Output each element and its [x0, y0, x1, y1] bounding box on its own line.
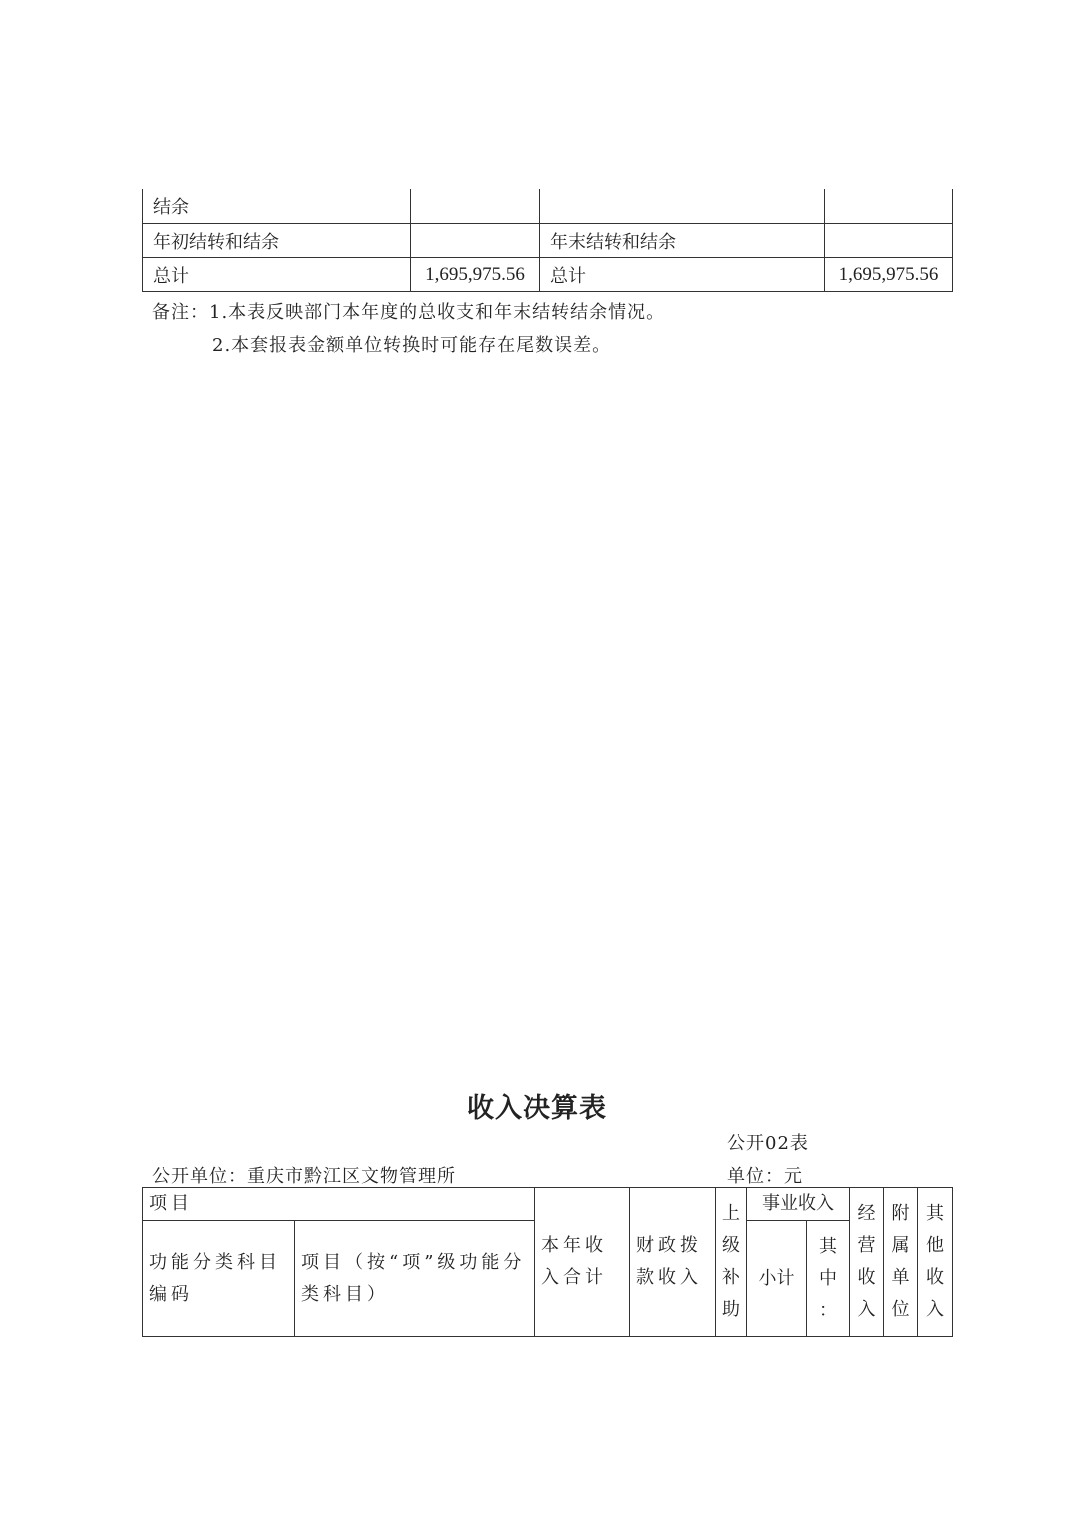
header-other: 其 他 收 入: [918, 1188, 953, 1337]
row-value: [825, 224, 953, 258]
row-value: 1,695,975.56: [411, 258, 540, 292]
header-operating: 经 营 收 入: [850, 1188, 884, 1337]
header-subtotal: 小计: [747, 1221, 807, 1337]
unit-label: 单位：元: [727, 1166, 803, 1187]
row-label: [540, 189, 825, 224]
row-value: 1,695,975.56: [825, 258, 953, 292]
table-row: [143, 224, 953, 258]
row-label: 年末结转和结余: [540, 224, 825, 258]
note-line-2: 2.本套报表金额单位转换时可能存在尾数误差。: [212, 335, 612, 356]
publisher: 公开单位：重庆市黔江区文物管理所: [152, 1166, 456, 1187]
row-value: [411, 189, 540, 224]
note-line-1: 备注：1.本表反映部门本年度的总收支和年末结转结余情况。: [152, 302, 666, 323]
row-label: 总计: [143, 258, 411, 292]
income-table: [142, 1187, 953, 1337]
header-affiliated: 附 属 单 位: [884, 1188, 918, 1337]
page-title: 收入决算表: [467, 1093, 607, 1124]
row-label: 年初结转和结余: [143, 224, 411, 258]
header-total: 本年收入合计: [535, 1188, 630, 1337]
header-among: 其 中 ：: [807, 1221, 850, 1337]
table-row: [143, 258, 953, 292]
header-func-code: 功能分类科目编码: [143, 1221, 295, 1337]
row-value: [825, 189, 953, 224]
table-header-row: [143, 1188, 953, 1221]
header-item-name: 项目（按“项”级功能分类科目）: [295, 1221, 535, 1337]
table-code: 公开02表: [727, 1133, 809, 1154]
header-fiscal: 财政拨款收入: [630, 1188, 716, 1337]
header-item: 项目: [143, 1188, 535, 1221]
row-label: 结余: [143, 189, 411, 224]
row-value: [411, 224, 540, 258]
table-row: [143, 189, 953, 224]
header-superior: 上 级 补 助: [716, 1188, 747, 1337]
row-label: 总计: [540, 258, 825, 292]
summary-table: [142, 189, 953, 292]
header-business: 事业收入: [747, 1188, 850, 1221]
